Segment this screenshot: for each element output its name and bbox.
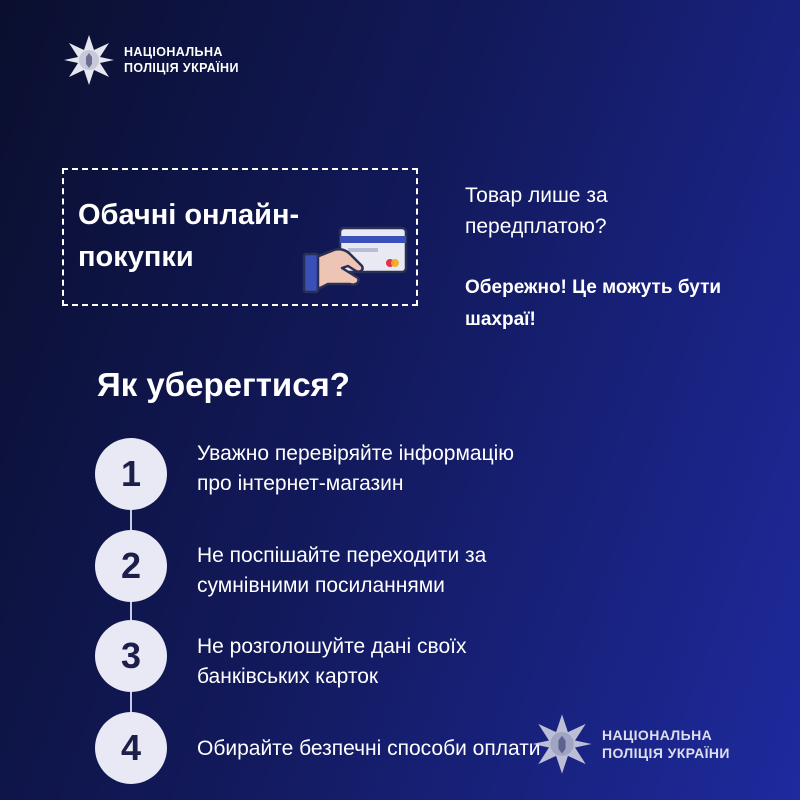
police-star-emblem-icon [62, 33, 116, 87]
logo-line-1: НАЦІОНАЛЬНА [602, 727, 713, 743]
step-text-line-1: Обирайте безпечні способи оплати [197, 737, 541, 760]
step-text [197, 541, 617, 601]
step-text-line-1: Не розголошуйте дані своїх [197, 635, 467, 658]
warning-alert-line-2: шахраї! [465, 309, 536, 330]
step-number-circle: 1 [95, 438, 167, 510]
logo-line-2: ПОЛІЦІЯ УКРАЇНИ [602, 745, 730, 761]
warning-question-line-1: Товар лише за [465, 184, 608, 207]
watermark-logo [530, 712, 730, 776]
step-text-line-1: Не поспішайте переходити за [197, 544, 487, 567]
section-heading: Як уберегтися? [97, 366, 350, 403]
title-line-1: Обачні онлайн- [78, 199, 300, 231]
step-text-line-2: про інтернет-магазин [197, 472, 404, 495]
title-line-2: покупки [78, 241, 194, 273]
warning-question [465, 180, 775, 242]
logo-line-1: НАЦІОНАЛЬНА [124, 45, 223, 59]
step-number-circle: 2 [95, 530, 167, 602]
title-box [62, 168, 418, 306]
warning-alert-line-1: Обережно! Це можуть бути [465, 277, 722, 298]
header-logo [62, 33, 239, 87]
steps-connector-line [130, 480, 132, 740]
warning-question-line-2: передплатою? [465, 215, 607, 238]
logo-text [124, 44, 239, 76]
logo-text [602, 726, 730, 762]
police-star-emblem-icon [530, 712, 594, 776]
step-text [197, 439, 617, 499]
step-number-circle: 4 [95, 712, 167, 784]
step-text-line-1: Уважно перевіряйте інформацію [197, 442, 515, 465]
step-text [197, 632, 617, 692]
warning-alert [465, 272, 785, 336]
logo-line-2: ПОЛІЦІЯ УКРАЇНИ [124, 61, 239, 75]
step-text-line-2: банківських карток [197, 665, 379, 688]
step-text-line-2: сумнівними посиланнями [197, 574, 445, 597]
hand-holding-bank-card-icon [300, 218, 412, 294]
step-number-circle: 3 [95, 620, 167, 692]
